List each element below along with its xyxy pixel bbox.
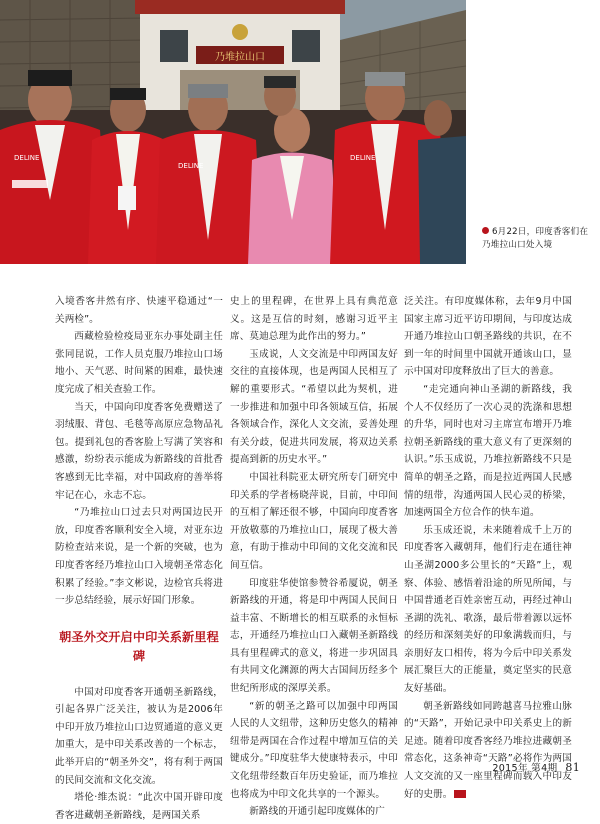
paragraph: 新路线的开通引起印度媒体的广 [249,806,385,818]
jacket-badge-2: DELINE [178,162,204,170]
pilgrims-at-pass-photo [0,0,466,264]
news-photo [0,0,466,264]
page-footer [492,760,580,774]
paragraph: “新的朝圣之路可以加强中印两国人民的人文纽带，这种历史悠久的精神纽带是两国在合作过程中增加互信的关键成分。”印度驻华大使康特表示，中印文化纽带经数百年历史验证，而乃堆拉也将成为中印文化共享的一个源头。 [230,700,398,800]
caption-text: 6月22日，印度香客们在乃堆拉山口处入境 [482,227,589,250]
paragraph-text: 朝圣新路线如同跨越喜马拉雅山脉的“天路”，开始记录中印关系史上的新足迹。随着印度香客经乃堆拉进藏朝圣常态化，这条神奇“天路”必将作为两国人文交流的又一座里程碑而载入中印友好的史册。 [404,700,572,800]
paragraph: 当天，中国向印度香客免费赠送了羽绒服、背包、毛毯等高原应急物品礼包。提到礼包的香客脸上写满了笑容和感激，纷纷表示能成为新路线的首批香客感到无比幸福，对中国政府的善举将牢记在心，永志不忘。 [55,401,223,501]
paragraph: 中国对印度香客开通朝圣新路线，引起各界广泛关注，被认为是2006年中印开放乃堆拉山口边贸通道的意义更加重大，是中印关系改善的一个标志，此举开启的“朝圣外交”，将有利于两国的民间交流和文化交流。 [55,686,223,786]
article-column-1 [55,293,223,824]
paragraph: 中国社科院亚太研究所专门研究中印关系的学者杨晓萍说，目前，中印间的互相了解还很不够，中国向印度香客开放敬慕的乃堆拉山口，展现了极大善意，有助于推动中印间的文化交流和民间互信。 [230,471,398,571]
paragraph-final [404,698,572,804]
jacket-badge-3: DELINE [350,154,376,162]
paragraph: 泛关注。有印度媒体称，去年9月中国国家主席习近平访印期间，与印度达成开通乃堆拉山口朝圣路线的共识，在不到一年的时间里中国就开通该山口，显示中国对印度释放出了巨大的善意。 [404,296,572,378]
jacket-badge-1: DELINE [14,154,40,162]
page-number: 81 [565,761,580,774]
building-sign: 乃堆拉山口 [215,52,265,63]
paragraph: 印度驻华使馆参赞谷希厦说，朝圣新路线的开通，将是印中两国人民间日益丰富、不断增长的相互联系的永恒标志，开通经乃堆拉山口入藏朝圣新路线具有里程碑式的意义，将进一步巩固具有共同文化渊源的两大古国间历经多个世纪所形成的深厚关系。 [230,577,398,695]
article-column-3 [404,293,572,803]
paragraph: 入境香客井然有序、快速平稳通过“一关两检”。 [55,296,223,325]
paragraph: 史上的里程碑，在世界上具有典范意义。这是互信的时刻，感谢习近平主席、莫迪总理为此作出的努力。” [230,296,398,343]
paragraph: 西藏检验检疫局亚东办事处副主任张同昆说，工作人员克服乃堆拉山口场地小、天气恶、时间紧的困难，最快速度完成了相关查验工作。 [55,331,223,395]
end-mark-icon [454,790,466,798]
paragraph: 乐玉成还说，未来随着成千上万的印度香客入藏朝拜，他们行走在通往神山圣湖2000多公里长的“天路”上，观察、体验、感悟着沿途的所见所闻，与中国普通老百姓亲密互动，再经过神山圣湖的洗礼、歌涤，最后带着源以远怀的经历和深刻美好的印象满载而归，与亲朋好友口相传，将为今后中印关系发展汇聚巨大的正能量，奠定坚实的民意友好基础。 [404,524,572,695]
issue-label: 2015年 第4期 [492,763,558,774]
paragraph: 玉成说，人文交流是中印两国友好交往的直接体现，也是两国人民相互了解的重要形式。“希望以此为契机，进一步推进和加强中印各领域互信，拓展各领域合作，深化人文交流，妥善处理有关分歧，促进共同发展，将双边关系提高到新的历史水平。” [230,348,398,466]
photo-caption [482,226,590,252]
section-title: 朝圣外交开启中印关系新里程碑 [59,629,219,663]
article-column-2 [230,293,398,821]
caption-bullet-icon [482,227,489,234]
paragraph: “乃堆拉山口过去只对两国边民开放，印度香客顺利安全入境，对亚东边防检查站来说，是一个新的突破，也为印度香客经乃堆拉山口入境朝圣常态化积累了经验。”李文彬说，边检官兵将进一步总结经验，展示好国门形象。 [55,507,223,607]
paragraph: 塔伦·维杰说：“此次中国开辟印度香客进藏朝圣新路线，是两国关系 [55,792,223,821]
paragraph: “走完通向神山圣湖的新路线，我个人不仅经历了一次心灵的洗涤和思想的升华，同时也对习主席宣布增开乃堆拉朝圣新路线的重大意义有了更深刻的认识。”乐玉成说，乃堆拉新路线不只是简单的朝圣之路，而是拉近两国人民感情的纽带，沟通两国人民心灵的桥梁，加速两国全方位合作的快车道。 [404,383,572,519]
